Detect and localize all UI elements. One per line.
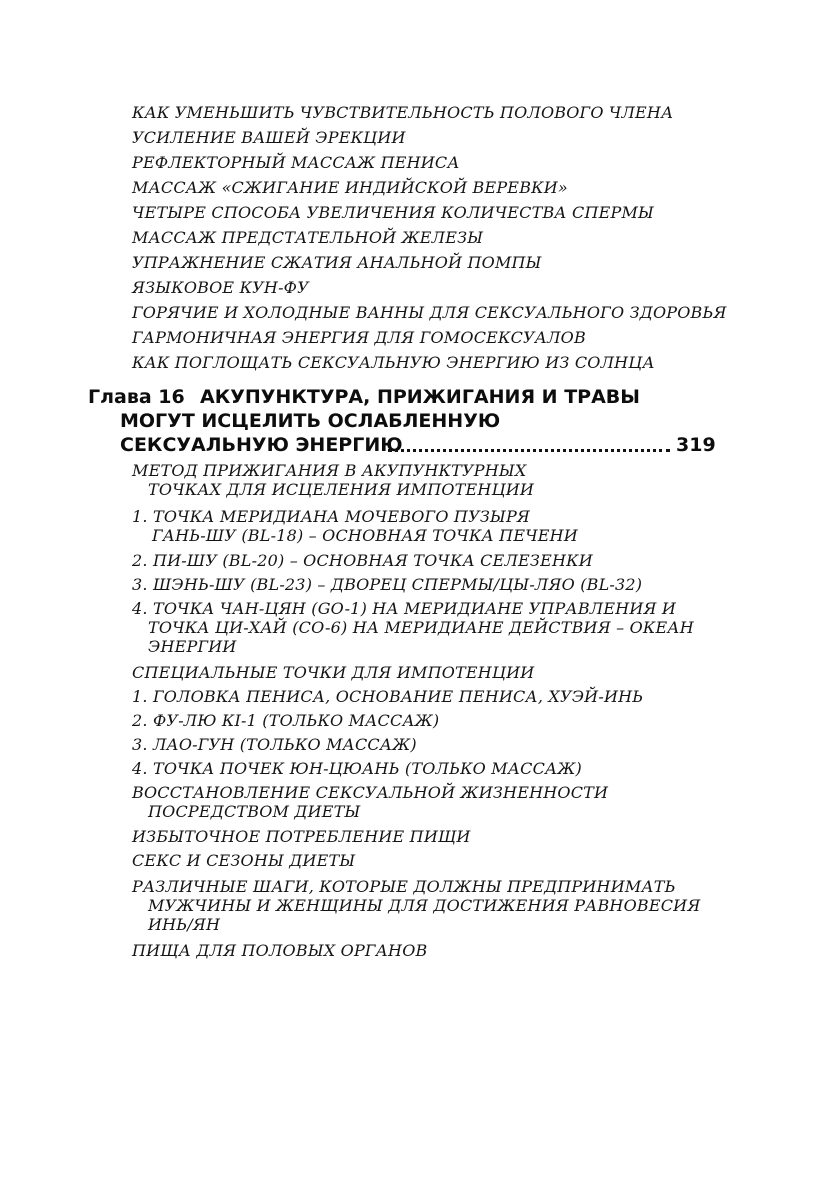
toc-entry-continuation: МУЖЧИНЫ И ЖЕНЩИНЫ ДЛЯ ДОСТИЖЕНИЯ РАВНОВЕСИЯ xyxy=(148,896,701,915)
toc-entry: 4. ТОЧКА ПОЧЕК ЮН-ЦЮАНЬ (ТОЛЬКО МАССАЖ) xyxy=(132,759,582,778)
toc-entry: ЯЗЫКОВОЕ КУН-ФУ xyxy=(132,278,309,297)
toc-entry-continuation: ПОСРЕДСТВОМ ДИЕТЫ xyxy=(148,802,361,821)
chapter-label: Глава 16 xyxy=(88,386,185,408)
toc-entry: УПРАЖНЕНИЕ СЖАТИЯ АНАЛЬНОЙ ПОМПЫ xyxy=(132,253,542,272)
toc-entry: ГАРМОНИЧНАЯ ЭНЕРГИЯ ДЛЯ ГОМОСЕКСУАЛОВ xyxy=(132,328,586,347)
toc-entry: 3. ЛАО-ГУН (ТОЛЬКО МАССАЖ) xyxy=(132,735,417,754)
chapter-page-number: 319 xyxy=(676,434,716,456)
toc-entry: ПИЩА ДЛЯ ПОЛОВЫХ ОРГАНОВ xyxy=(132,941,428,960)
toc-entry-continuation: ТОЧКАХ ДЛЯ ИСЦЕЛЕНИЯ ИМПОТЕНЦИИ xyxy=(148,480,535,499)
toc-entry-continuation: ГАНЬ-ШУ (BL-18) – ОСНОВНАЯ ТОЧКА ПЕЧЕНИ xyxy=(152,526,578,545)
dot-leaders xyxy=(388,432,670,452)
toc-entry: МЕТОД ПРИЖИГАНИЯ В АКУПУНКТУРНЫХ xyxy=(132,461,527,480)
toc-entry: КАК УМЕНЬШИТЬ ЧУВСТВИТЕЛЬНОСТЬ ПОЛОВОГО ЧЛЕНА xyxy=(132,103,674,122)
toc-entry: РАЗЛИЧНЫЕ ШАГИ, КОТОРЫЕ ДОЛЖНЫ ПРЕДПРИНИМАТЬ xyxy=(132,877,676,896)
toc-entry: УСИЛЕНИЕ ВАШЕЙ ЭРЕКЦИИ xyxy=(132,128,406,147)
toc-entry: 2. ФУ-ЛЮ КI-1 (ТОЛЬКО МАССАЖ) xyxy=(132,711,440,730)
toc-entry: 2. ПИ-ШУ (BL-20) – ОСНОВНАЯ ТОЧКА СЕЛЕЗЕНКИ xyxy=(132,551,593,570)
chapter-title-line2: МОГУТ ИСЦЕЛИТЬ ОСЛАБЛЕННУЮ xyxy=(120,410,501,432)
toc-entry-continuation: ИНЬ/ЯН xyxy=(148,915,221,934)
toc-entry-continuation: ТОЧКА ЦИ-ХАЙ (CO-6) НА МЕРИДИАНЕ ДЕЙСТВИЯ – ОКЕАН xyxy=(148,618,694,637)
toc-entry: МАССАЖ «СЖИГАНИЕ ИНДИЙСКОЙ ВЕРЕВКИ» xyxy=(132,178,568,197)
toc-entry-continuation: ЭНЕРГИИ xyxy=(148,637,237,656)
toc-entry: СПЕЦИАЛЬНЫЕ ТОЧКИ ДЛЯ ИМПОТЕНЦИИ xyxy=(132,663,535,682)
toc-entry: 1. ГОЛОВКА ПЕНИСА, ОСНОВАНИЕ ПЕНИСА, ХУЭЙ-ИНЬ xyxy=(132,687,644,706)
toc-entry: КАК ПОГЛОЩАТЬ СЕКСУАЛЬНУЮ ЭНЕРГИЮ ИЗ СОЛНЦА xyxy=(132,353,655,372)
toc-entry: СЕКС И СЕЗОНЫ ДИЕТЫ xyxy=(132,851,356,870)
toc-entry: ЧЕТЫРЕ СПОСОБА УВЕЛИЧЕНИЯ КОЛИЧЕСТВА СПЕРМЫ xyxy=(132,203,654,222)
toc-entry: МАССАЖ ПРЕДСТАТЕЛЬНОЙ ЖЕЛЕЗЫ xyxy=(132,228,484,247)
chapter-title-line3: СЕКСУАЛЬНУЮ ЭНЕРГИЮ xyxy=(120,434,403,456)
toc-entry: ГОРЯЧИЕ И ХОЛОДНЫЕ ВАННЫ ДЛЯ СЕКСУАЛЬНОГО ЗДОРОВЬЯ xyxy=(132,303,727,322)
toc-entry: 1. ТОЧКА МЕРИДИАНА МОЧЕВОГО ПУЗЫРЯ xyxy=(132,507,531,526)
toc-entry: 4. ТОЧКА ЧАН-ЦЯН (GO-1) НА МЕРИДИАНЕ УПРАВЛЕНИЯ И xyxy=(132,599,677,618)
toc-entry: 3. ШЭНЬ-ШУ (BL-23) – ДВОРЕЦ СПЕРМЫ/ЦЫ-ЛЯО (BL-32) xyxy=(132,575,643,594)
toc-entry: ИЗБЫТОЧНОЕ ПОТРЕБЛЕНИЕ ПИЩИ xyxy=(132,827,471,846)
toc-entry: ВОССТАНОВЛЕНИЕ СЕКСУАЛЬНОЙ ЖИЗНЕННОСТИ xyxy=(132,783,609,802)
toc-entry: РЕФЛЕКТОРНЫЙ МАССАЖ ПЕНИСА xyxy=(132,153,460,172)
chapter-title-line1: АКУПУНКТУРА, ПРИЖИГАНИЯ И ТРАВЫ xyxy=(200,386,640,408)
